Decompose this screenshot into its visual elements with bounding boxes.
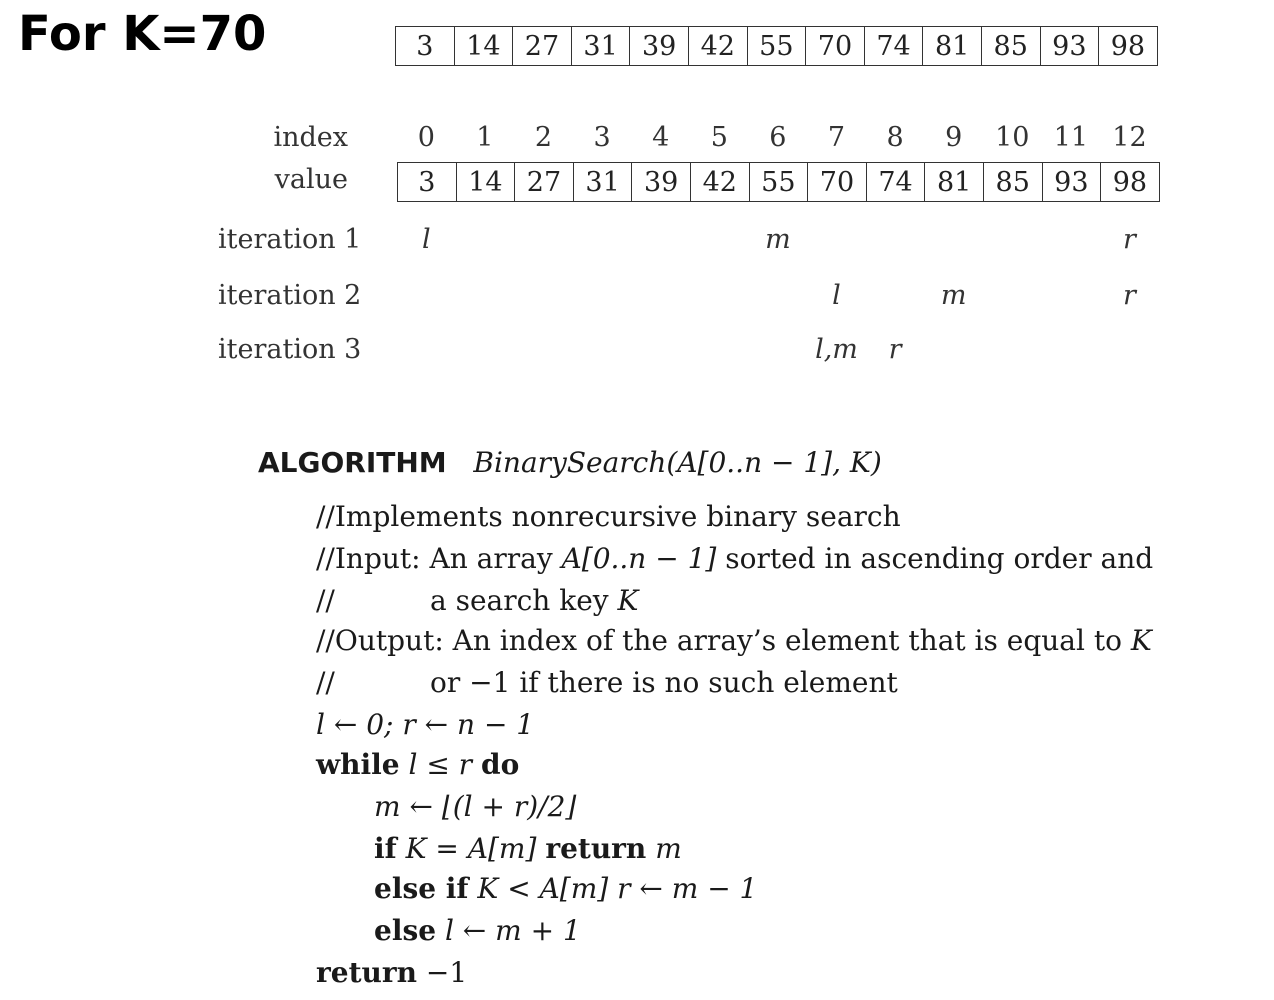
- value-array-cell: 93: [1043, 162, 1102, 202]
- index-cell: 2: [534, 122, 553, 153]
- final-return-keyword: return: [316, 956, 417, 989]
- top-array-cell: 55: [748, 26, 807, 66]
- comment-line-5-text: or −1 if there is no such element: [430, 666, 898, 699]
- else-line: [374, 914, 581, 948]
- comment-slashes: //: [316, 584, 335, 617]
- value-array-cell: 42: [691, 162, 750, 202]
- comment-text: //Output: An index of the array’s element that is equal to: [316, 624, 1131, 657]
- algorithm-signature: BinarySearch(A[0..n − 1], K): [473, 446, 882, 479]
- top-array-cell: 81: [923, 26, 982, 66]
- value-array-cell: 27: [515, 162, 574, 202]
- iteration-3-marker: r: [888, 334, 902, 365]
- top-array-cell: 3: [396, 26, 455, 66]
- top-array-cell: 39: [630, 26, 689, 66]
- value-array-cell: 3: [398, 162, 457, 202]
- else-if-body: r ← m − 1: [617, 872, 758, 905]
- top-array-cell: 70: [806, 26, 865, 66]
- iteration-2-label: iteration 2: [218, 280, 362, 311]
- iteration-1-marker: l: [421, 224, 431, 255]
- algorithm-keyword: ALGORITHM: [258, 446, 447, 479]
- value-array-cell: 14: [457, 162, 516, 202]
- iteration-3-label: iteration 3: [218, 334, 362, 365]
- comment-line-5: [316, 666, 335, 700]
- comment-line-3: [316, 584, 335, 618]
- iteration-1-label: iteration 1: [218, 224, 362, 255]
- while-condition: l ≤ r: [408, 748, 473, 781]
- top-array-cell: 74: [865, 26, 924, 66]
- comment-array: A[0..n − 1]: [561, 542, 717, 575]
- if-line: [374, 832, 682, 866]
- top-array-cell: 27: [513, 26, 572, 66]
- comment-line-4: [316, 624, 1152, 658]
- comment-line-1: //Implements nonrecursive binary search: [316, 500, 901, 533]
- top-array: [395, 26, 1158, 66]
- iteration-1-marker: r: [1123, 224, 1136, 255]
- value-label: value: [274, 164, 348, 195]
- index-label: index: [273, 122, 348, 153]
- index-cell: 10: [995, 122, 1030, 153]
- index-cell: 8: [886, 122, 904, 153]
- value-array-cell: 98: [1101, 162, 1160, 202]
- while-line: [316, 748, 519, 782]
- while-keyword: while: [316, 748, 400, 781]
- return-keyword: return: [545, 832, 647, 865]
- value-array: [397, 162, 1160, 202]
- iteration-2-marker: m: [940, 280, 967, 311]
- else-if-condition: K < A[m]: [477, 872, 609, 905]
- else-if-line: [374, 872, 757, 906]
- init-line: l ← 0; r ← n − 1: [316, 708, 535, 741]
- iteration-2-marker: l: [832, 280, 841, 311]
- comment-key: K: [1130, 624, 1152, 657]
- final-return-value: −1: [425, 956, 468, 989]
- value-array-cell: 55: [750, 162, 809, 202]
- index-cell: 11: [1053, 122, 1089, 153]
- else-keyword: else: [374, 914, 437, 947]
- value-array-cell: 39: [632, 162, 691, 202]
- assign-m-line: m ← ⌊(l + r)/2⌋: [374, 790, 577, 823]
- index-cell: 1: [476, 122, 494, 153]
- comment-key: K: [617, 584, 639, 617]
- else-if-keyword: else if: [374, 872, 469, 905]
- top-array-cell: 31: [572, 26, 631, 66]
- comment-line-3-text: [430, 584, 638, 618]
- iteration-2-marker: r: [1123, 280, 1136, 311]
- index-cell: 9: [945, 122, 963, 153]
- iteration-1-marker: m: [765, 224, 791, 255]
- algorithm-header: [258, 446, 882, 480]
- if-condition: K = A[m]: [405, 832, 537, 865]
- index-cell: 4: [652, 122, 670, 153]
- index-cell: 5: [710, 122, 728, 153]
- final-return-line: [316, 956, 467, 990]
- iteration-3-marker: l,m: [815, 334, 858, 365]
- index-cell: 7: [827, 122, 846, 153]
- do-keyword: do: [480, 748, 520, 781]
- value-array-cell: 81: [925, 162, 984, 202]
- value-array-cell: 85: [984, 162, 1043, 202]
- comment-slashes: //: [316, 666, 335, 699]
- comment-line-2: [316, 542, 1153, 576]
- index-cell: 12: [1112, 122, 1147, 153]
- top-array-cell: 14: [455, 26, 514, 66]
- if-keyword: if: [374, 832, 397, 865]
- top-array-cell: 85: [982, 26, 1041, 66]
- comment-text: a search key: [430, 584, 618, 617]
- value-array-cell: 70: [808, 162, 867, 202]
- index-cell: 6: [769, 122, 787, 153]
- top-array-cell: 93: [1041, 26, 1100, 66]
- index-cell: 0: [417, 122, 435, 153]
- return-value: m: [655, 832, 682, 865]
- value-array-cell: 74: [867, 162, 926, 202]
- top-array-cell: 42: [689, 26, 748, 66]
- comment-text: //Input: An array: [316, 542, 562, 575]
- else-body: l ← m + 1: [444, 914, 581, 947]
- top-array-cell: 98: [1099, 26, 1158, 66]
- page-title: For K=70: [18, 6, 267, 62]
- value-array-cell: 31: [574, 162, 633, 202]
- index-cell: 3: [593, 122, 611, 153]
- comment-text: sorted in ascending order and: [716, 542, 1154, 575]
